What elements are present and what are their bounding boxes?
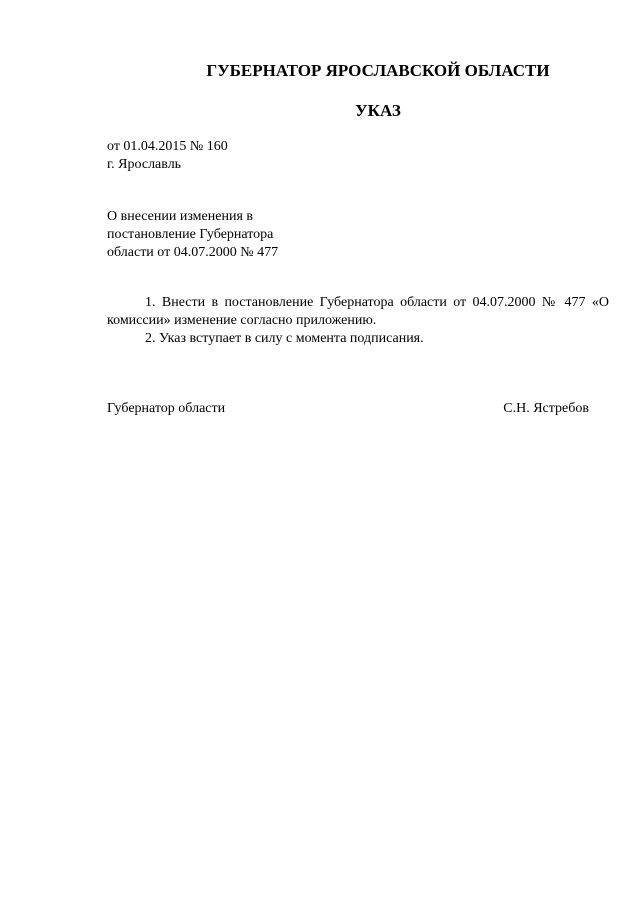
body-paragraph-1: 1. Внести в постановление Губернатора области от 04.07.2000 № 477 «О комиссии» изменение согласно приложению. <box>107 295 609 328</box>
date-number: от 01.04.2015 № 160 <box>107 139 228 154</box>
signature-block <box>107 400 589 418</box>
signatory-position: Губернатор области <box>107 401 226 416</box>
body-paragraph-2: 2. Указ вступает в силу с момента подписания. <box>145 331 424 346</box>
document-meta <box>107 138 228 174</box>
document-body <box>107 294 609 348</box>
subject-line: постановление Губернатора <box>107 227 274 242</box>
signatory-name: С.Н. Ястребов <box>503 401 589 416</box>
authority-title: ГУБЕРНАТОР ЯРОСЛАВСКОЙ ОБЛАСТИ <box>206 61 550 80</box>
document-type: УКАЗ <box>355 101 401 120</box>
document-subject <box>107 208 278 262</box>
subject-line: О внесении изменения в <box>107 209 253 224</box>
subject-line: области от 04.07.2000 № 477 <box>107 245 279 260</box>
city: г. Ярославль <box>107 157 182 172</box>
